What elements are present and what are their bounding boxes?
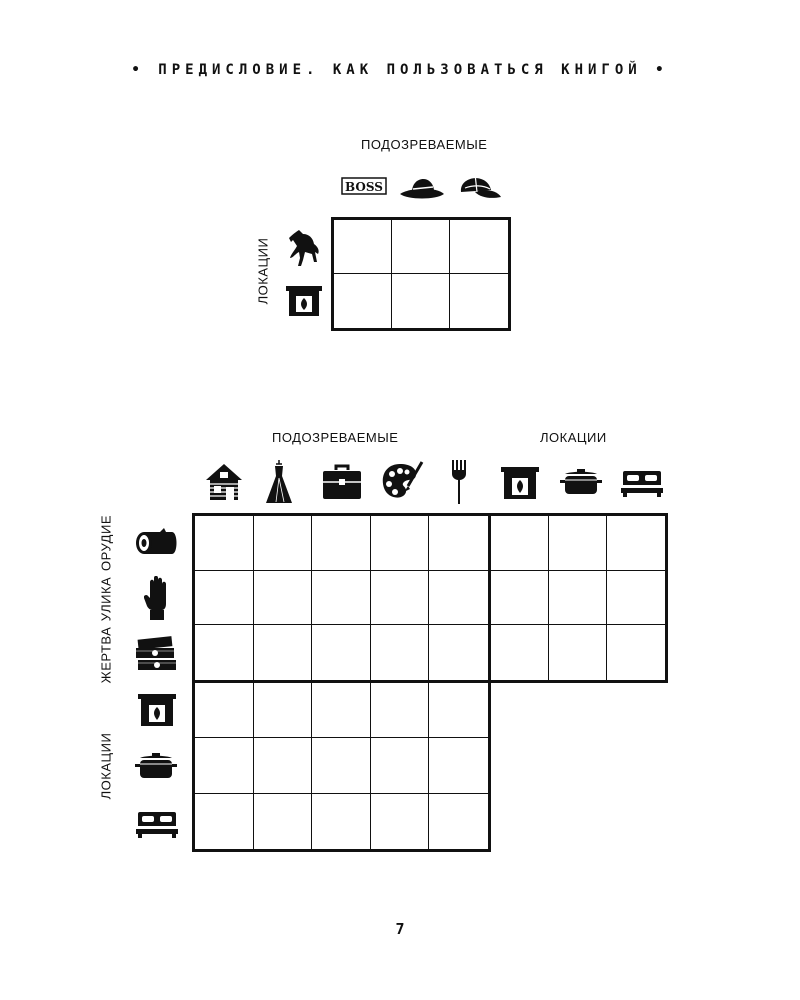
small-grid-column-header: ПОДОЗРЕВАЕМЫЕ [361,137,488,152]
evening-dress-icon [264,460,294,504]
paint-palette-icon [380,460,424,502]
grid-cell[interactable] [334,220,392,274]
bed-icon [621,469,663,497]
grid-block-suspects-items [192,513,491,683]
grid-cell[interactable] [195,571,254,626]
row-header-victim: ЖЕРТВА [98,626,114,684]
grid-cell[interactable] [195,683,254,738]
horse-icon [287,228,323,268]
grid-cell[interactable] [371,794,430,849]
money-stack-icon [134,636,178,674]
grid-cell[interactable] [371,683,430,738]
fireplace-icon [138,694,176,726]
sun-hat-icon [398,170,446,202]
grid-cell[interactable] [429,794,488,849]
grid-cell[interactable] [195,794,254,849]
grid-cell[interactable] [312,683,371,738]
grid-cell[interactable] [312,738,371,793]
grid-cell[interactable] [607,516,665,571]
grid-cell[interactable] [429,738,488,793]
grid-cell[interactable] [491,571,549,626]
log-icon [134,528,180,558]
grid-cell[interactable] [607,571,665,626]
small-grid-row-header: ЛОКАЦИИ [255,237,271,305]
boss-sign-icon [341,175,387,197]
baseball-cap-icon [457,170,503,202]
large-grid-locations-header: ЛОКАЦИИ [540,430,607,445]
log-cabin-icon [204,462,244,502]
grid-cell[interactable] [254,571,313,626]
grid-cell[interactable] [254,516,313,571]
small-logic-grid [331,217,511,331]
grid-cell[interactable] [392,220,450,274]
row-header-weapon: ОРУДИЕ [98,515,114,571]
glove-icon [144,576,170,620]
large-grid-suspects-header: ПОДОЗРЕВАЕМЫЕ [272,430,399,445]
grid-cell[interactable] [371,571,430,626]
briefcase-icon [322,464,362,500]
grid-cell[interactable] [312,571,371,626]
grid-cell[interactable] [254,683,313,738]
row-header-clue: УЛИКА [98,576,114,622]
grid-cell[interactable] [254,794,313,849]
grid-cell[interactable] [312,625,371,680]
grid-cell[interactable] [491,516,549,571]
fireplace-icon [501,467,539,499]
grid-cell[interactable] [312,794,371,849]
grid-cell[interactable] [429,625,488,680]
grid-cell[interactable] [392,274,450,328]
grid-cell[interactable] [549,625,607,680]
grid-cell[interactable] [334,274,392,328]
grid-cell[interactable] [195,516,254,571]
grid-cell[interactable] [450,220,508,274]
cooking-pot-icon [135,752,177,782]
bed-icon [136,810,178,838]
grid-cell[interactable] [312,516,371,571]
grid-cell[interactable] [195,625,254,680]
grid-cell[interactable] [429,683,488,738]
page-number: 7 [395,920,405,938]
fork-icon [450,458,468,506]
grid-cell[interactable] [371,516,430,571]
grid-cell[interactable] [549,571,607,626]
grid-cell[interactable] [549,516,607,571]
grid-block-locations-items [488,513,668,683]
boss-sign-text: BOSS [345,180,383,194]
grid-cell[interactable] [195,738,254,793]
grid-cell[interactable] [254,738,313,793]
row-header-locations: ЛОКАЦИИ [98,732,114,800]
grid-block-suspects-locations [192,680,491,852]
grid-cell[interactable] [429,516,488,571]
grid-cell[interactable] [371,625,430,680]
grid-cell[interactable] [254,625,313,680]
grid-cell[interactable] [491,625,549,680]
grid-cell[interactable] [450,274,508,328]
fireplace-icon [286,286,322,316]
running-head: • ПРЕДИСЛОВИЕ. КАК ПОЛЬЗОВАТЬСЯ КНИГОЙ • [131,62,669,78]
grid-cell[interactable] [607,625,665,680]
cooking-pot-icon [560,468,602,498]
grid-cell[interactable] [371,738,430,793]
grid-cell[interactable] [429,571,488,626]
